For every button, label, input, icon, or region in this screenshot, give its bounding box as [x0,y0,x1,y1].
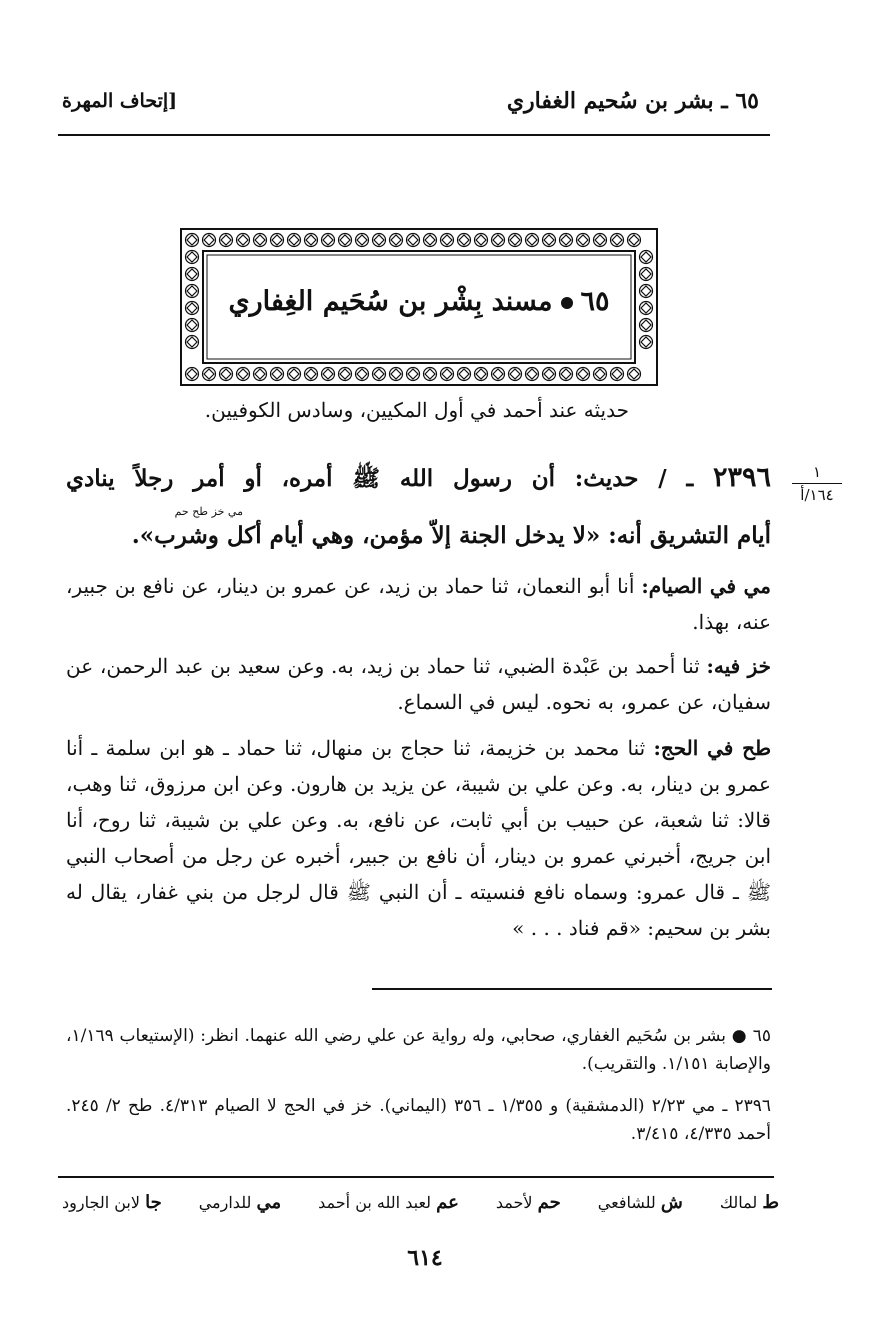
source-siglum: مي في الصيام: [641,574,772,598]
source-text: ثنا أحمد بن عَبْدة الضبي، ثنا حماد بن زيد، به. وعن سعيد بن عبد الرحمن، عن سفيان، عن عمرو، به نحوه. ليس في السماع. [66,654,771,714]
source-paragraph [66,648,771,720]
abbreviation-item: ش للشافعي [597,1192,683,1213]
footnote: ٢٣٩٦ ـ مي ٢/٢٣ (الدمشقية) و ١/٣٥٥ ـ ٣٥٦ (اليماني). خز في الحج لا الصيام ٤/٣١٣. طح ٢/ ٢٤٥. أحمد ٤/٣٣٥، ٣/٤١٥. [66,1096,771,1144]
margin-ref-top: ١ [812,463,822,481]
source-siglum: خز فيه: [706,654,771,678]
source-siglum: طح في الحج: [653,736,772,760]
source-text: أنا أبو النعمان، ثنا حماد بن زيد، عن عمرو بن دينار، عن نافع بن جبير، عنه، بهذا. [66,574,771,634]
footnote: ٦٥ ● بشر بن سُحَيم الغفاري، صحابي، وله رواية عن علي رضي الله عنهما. انظر: (الإستيعاب ١/١٦٩، والإصابة ١/١٥١. والتقريب). [66,1026,771,1074]
source-text: ثنا محمد بن خزيمة، ثنا حجاج بن منهال، ثنا حماد ـ هو ابن سلمة ـ أنا عمرو بن دينار، به. وعن علي بن شيبة، عن يزيد بن هارون. وعن ابن مرزوق، ثنا وهب، قالا: ثنا شعبة، عن حبيب بن أبي ثابت، عن نافع، به. وعن علي بن شيبة، ثنا روح، أنا ابن جريج، أخبرني عمرو بن دينار، أن نافع بن جبير، أخبره عن رجل من أصحاب النبي ﷺ ـ قال عمرو: وسماه نافع فنسيته ـ أن النبي ﷺ قال لرجل من بني غفار، يقال له بشر بن سحيم: «قم فناد . . . » [66,736,771,940]
abbreviation-item: جا لابن الجارود [62,1192,162,1213]
page-number: ٦١٤ [407,1245,443,1271]
header-rule [58,134,770,136]
abbreviation-item: عم لعبد الله بن أحمد [318,1192,459,1213]
source-sigla-superscript: مي خز طح حم [174,505,243,518]
musnad-name: مسند بِشْر بن سُحَيم الغِفاري [228,286,553,317]
bullet-icon [561,297,573,309]
intro-line: حديثه عند أحمد في أول المكيين، وسادس الكوفيين. [204,398,629,422]
musnad-number: ٦٥ [580,286,610,317]
hadith-number: ٢٣٩٦ [712,462,771,493]
running-header-section: ٦٥ ـ بشر بن سُحيم الغفاري [506,88,759,114]
abbreviation-item: ط لمالك [719,1192,779,1213]
footnote-rule [372,988,772,990]
source-paragraph [66,730,771,946]
abbreviation-item: مي للدارمي [198,1192,282,1213]
manuscript-margin-ref [792,463,842,504]
abbreviation-item: حم لأحمد [495,1192,561,1213]
hadith-text-1: ـ / حديث: أن رسول الله ﷺ أمره، أو أمر رجلاً ينادي [66,465,694,492]
margin-ref-divider [792,483,842,484]
musnad-title [180,286,658,317]
running-header-book-title: [إتحاف المهرة [62,90,178,112]
hadith-line-1 [66,462,771,498]
source-paragraph [66,568,771,640]
abbreviation-key [62,1192,779,1213]
abbreviation-rule [58,1176,774,1178]
hadith-line-2: أيام التشريق أنه: «لا يدخل الجنة إلاّ مؤمن، وهي أيام أكل وشرب». [131,522,771,549]
margin-ref-bottom: ١٦٤/أ [800,486,834,504]
